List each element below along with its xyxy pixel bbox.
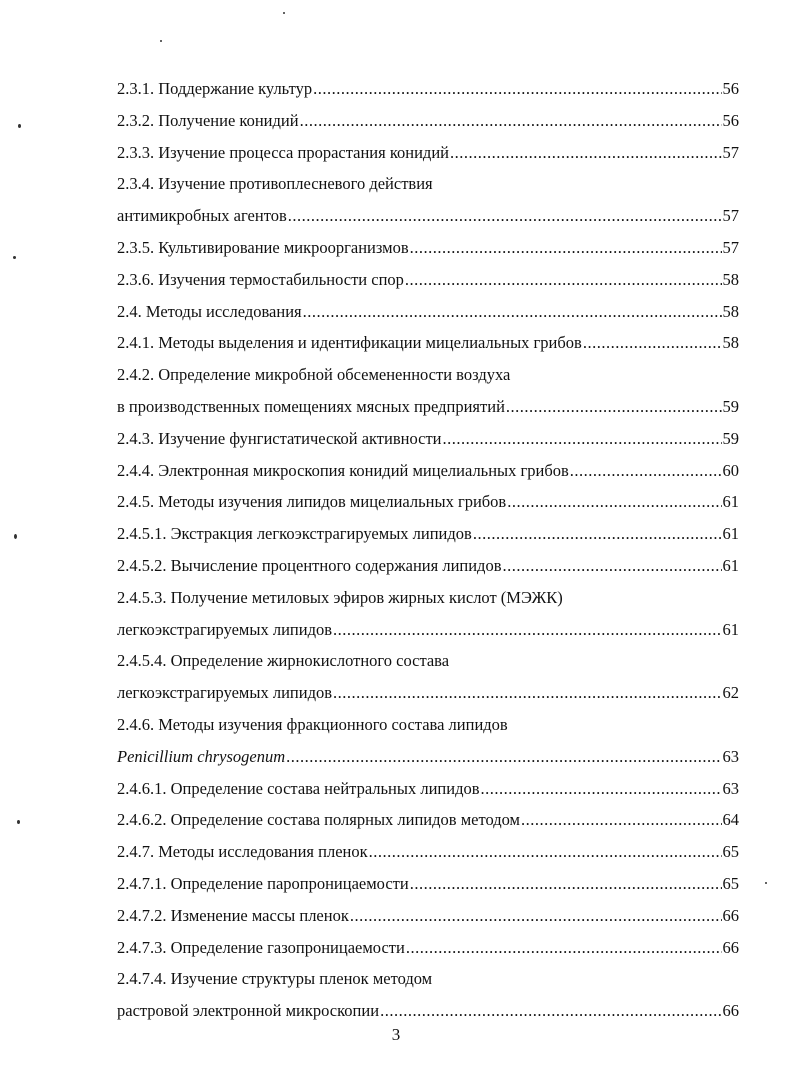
toc-entry (117, 140, 739, 172)
toc-entry-title: 2.3.2. Получение конидий (117, 110, 299, 130)
toc-leader-dots (300, 108, 722, 134)
toc-entry-page: 61 (722, 619, 739, 639)
toc-entry-page: 57 (722, 206, 739, 226)
page-number: 3 (391, 1025, 401, 1044)
toc-entry (117, 744, 739, 776)
toc-entry (117, 712, 739, 744)
toc-entry-page: 61 (722, 555, 739, 575)
toc-entry (117, 171, 739, 203)
toc-entry-page: 58 (722, 301, 739, 321)
toc-entry-page: 63 (722, 746, 739, 766)
toc-entry-page: 58 (722, 333, 739, 353)
toc-entry-title: в производственных помещениях мясных предприятий (117, 396, 505, 416)
toc-entry-title: 2.3.6. Изучения термостабильности спор (117, 269, 404, 289)
toc-leader-dots (521, 807, 722, 833)
toc-entry-title: 2.3.1. Поддержание культур (117, 79, 313, 98)
toc-entry (117, 426, 739, 458)
toc-leader-dots (333, 680, 722, 706)
toc-entry (117, 871, 739, 903)
toc-leader-dots (570, 458, 722, 484)
toc-entry (117, 458, 739, 490)
toc-entry-title: 2.4.5.3. Получение метиловых эфиров жирных кислот (МЭЖК) (117, 587, 563, 607)
toc-entry-page: 61 (722, 492, 739, 512)
toc-entry-page: 65 (722, 842, 739, 862)
toc-leader-dots (473, 521, 722, 547)
toc-leader-dots (506, 394, 722, 420)
toc-entry (117, 839, 739, 871)
toc-entry-title: 2.4.7.1. Определение паропроницаемости (117, 873, 409, 893)
toc-entry-title: 2.4.2. Определение микробной обсемененности воздуха (117, 365, 511, 385)
toc-entry-title: 2.4.7.2. Изменение массы пленок (117, 905, 349, 925)
toc-entry (117, 966, 739, 998)
toc-entry-title: антимикробных агентов (117, 206, 287, 226)
scan-speck (13, 256, 16, 259)
toc-entry-title: 2.4.6.1. Определение состава нейтральных липидов (117, 778, 480, 798)
toc-leader-dots (405, 267, 722, 293)
toc-entry-title: 2.4.4. Электронная микроскопия конидий мицелиальных грибов (117, 460, 569, 480)
toc-entry (117, 108, 739, 140)
toc-entry-page: 66 (722, 937, 739, 957)
toc-entry-title: 2.4. Методы исследования (117, 301, 302, 321)
toc-entry (117, 394, 739, 426)
toc-entry-page: 62 (722, 683, 739, 703)
toc-entry-title: 2.3.3. Изучение процесса прорастания конидий (117, 142, 449, 162)
toc-leader-dots (481, 776, 722, 802)
toc-entry (117, 680, 739, 712)
scan-speck (765, 882, 767, 884)
toc-entry-title: легкоэкстрагируемых липидов (117, 683, 332, 703)
toc-entry (117, 203, 739, 235)
toc-leader-dots (583, 330, 722, 356)
toc-entry-title: 2.4.5.4. Определение жирнокислотного состава (117, 651, 450, 671)
toc-entry-title: 2.4.6. Методы изучения фракционного состава липидов (117, 714, 508, 734)
toc-entry (117, 489, 739, 521)
toc-entry-page: 57 (722, 142, 739, 162)
toc-leader-dots (507, 489, 721, 515)
toc-entry-title: 2.4.7.4. Изучение структуры пленок методом (117, 969, 433, 989)
toc-leader-dots (410, 871, 722, 897)
toc-entry-page: 59 (722, 428, 739, 448)
toc-leader-dots (369, 839, 722, 865)
toc-entry-page: 66 (722, 905, 739, 925)
toc-leader-dots (380, 998, 721, 1024)
toc-entry (117, 903, 739, 935)
toc-entry (117, 267, 739, 299)
toc-leader-dots (303, 299, 722, 325)
toc-leader-dots (350, 903, 722, 929)
toc-leader-dots (443, 426, 722, 452)
toc-entry-title: 2.3.4. Изучение противоплесневого действия (117, 174, 433, 194)
toc-leader-dots (450, 140, 722, 166)
toc-entry-title: Penicillium chrysogenum (117, 746, 286, 766)
toc-leader-dots (333, 617, 722, 643)
toc-entry-page: 65 (722, 873, 739, 893)
toc-entry (117, 235, 739, 267)
toc-entry-title: 2.4.5. Методы изучения липидов мицелиальных грибов (117, 492, 507, 512)
scan-speck (160, 40, 162, 42)
toc-entry (117, 299, 739, 331)
toc-entry-title: 2.4.5.1. Экстракция легкоэкстрагируемых липидов (117, 524, 472, 544)
scan-speck (17, 820, 20, 824)
toc-entry (117, 553, 739, 585)
toc-entry (117, 935, 739, 967)
toc-entry-title: 2.4.7.3. Определение газопроницаемости (117, 937, 405, 957)
toc-entry (117, 648, 739, 680)
toc-entry-page: 56 (722, 110, 739, 130)
toc-entry (117, 521, 739, 553)
scan-speck (283, 12, 285, 14)
scan-speck (14, 534, 17, 539)
toc-entry-title: 2.4.6.2. Определение состава полярных липидов методом (117, 810, 520, 830)
toc-entry (117, 807, 739, 839)
toc-entry-page: 66 (722, 1001, 739, 1021)
toc-entry-page: 63 (722, 778, 739, 798)
toc-entry-page: 61 (722, 524, 739, 544)
toc-entry-title: растровой электронной микроскопии (117, 1001, 380, 1021)
toc-entry-page: 56 (722, 79, 739, 98)
toc-entry-page: 57 (722, 237, 739, 257)
toc-entry (117, 362, 739, 394)
toc-entry-title: 2.3.5. Культивирование микроорганизмов (117, 237, 409, 257)
toc-entry-title: легкоэкстрагируемых липидов (117, 619, 332, 639)
toc-leader-dots (286, 744, 721, 770)
toc-entry-title: 2.4.1. Методы выделения и идентификации мицелиальных грибов (117, 333, 582, 353)
toc-leader-dots (406, 935, 722, 961)
toc-entry (117, 776, 739, 808)
toc-entry-page: 58 (722, 269, 739, 289)
toc-entry (117, 76, 739, 108)
toc-entry-page: 64 (722, 810, 739, 830)
scan-speck (18, 124, 21, 128)
toc-entry-title: 2.4.5.2. Вычисление процентного содержания липидов (117, 555, 502, 575)
toc-leader-dots (313, 76, 721, 102)
toc-leader-dots (288, 203, 722, 229)
toc-leader-dots (503, 553, 722, 579)
toc-entry-title: 2.4.3. Изучение фунгистатической активности (117, 428, 442, 448)
toc-entry (117, 330, 739, 362)
toc-entry-page: 59 (722, 396, 739, 416)
toc-entry (117, 585, 739, 617)
toc-entry-title: 2.4.7. Методы исследования пленок (117, 842, 368, 862)
toc-entry (117, 617, 739, 649)
toc-entry-page: 60 (722, 460, 739, 480)
toc-leader-dots (410, 235, 722, 261)
table-of-contents (117, 76, 739, 1030)
